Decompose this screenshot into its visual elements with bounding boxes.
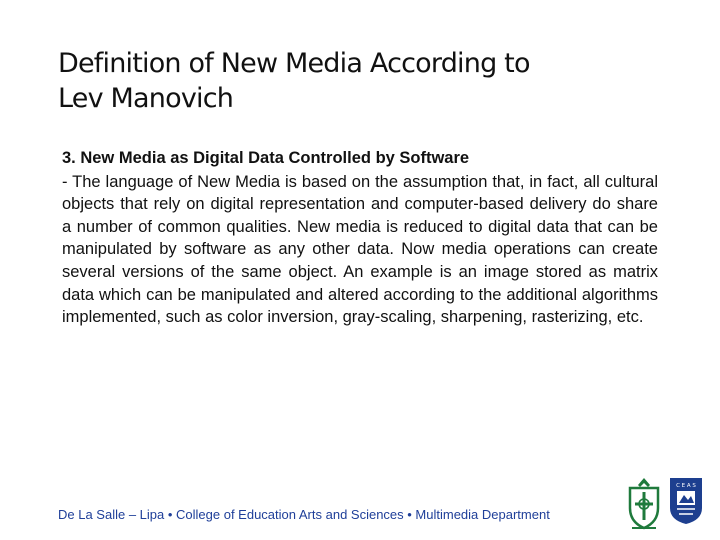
slide-content — [62, 147, 658, 329]
ceas-badge-logo-icon — [668, 476, 704, 526]
badge-text: C E A S — [676, 483, 696, 489]
slide-title — [58, 46, 678, 116]
footer-text: De La Salle – Lipa • College of Education Arts and Sciences • Multimedia Department — [58, 507, 550, 522]
section-subheading: 3. New Media as Digital Data Controlled by Software — [62, 149, 470, 167]
title-line-1: Definition of New Media According to — [58, 48, 530, 79]
title-line-2: Lev Manovich — [58, 83, 234, 114]
dls-shield-logo-icon — [624, 476, 664, 530]
body-paragraph: - The language of New Media is based on the assumption that, in fact, all cultural objects that rely on digital representation and computer-based delivery do share a number of common qualities. New media is reduced to digital data that can be manipulated by software as any other data. Now media operations can create several versions of the same object. An example is an image stored as matrix data which can be manipulated and altered according to the additional algorithms implemented, such as color inversion, gray-scaling, sharpening, rasterizing, etc. — [62, 172, 658, 327]
